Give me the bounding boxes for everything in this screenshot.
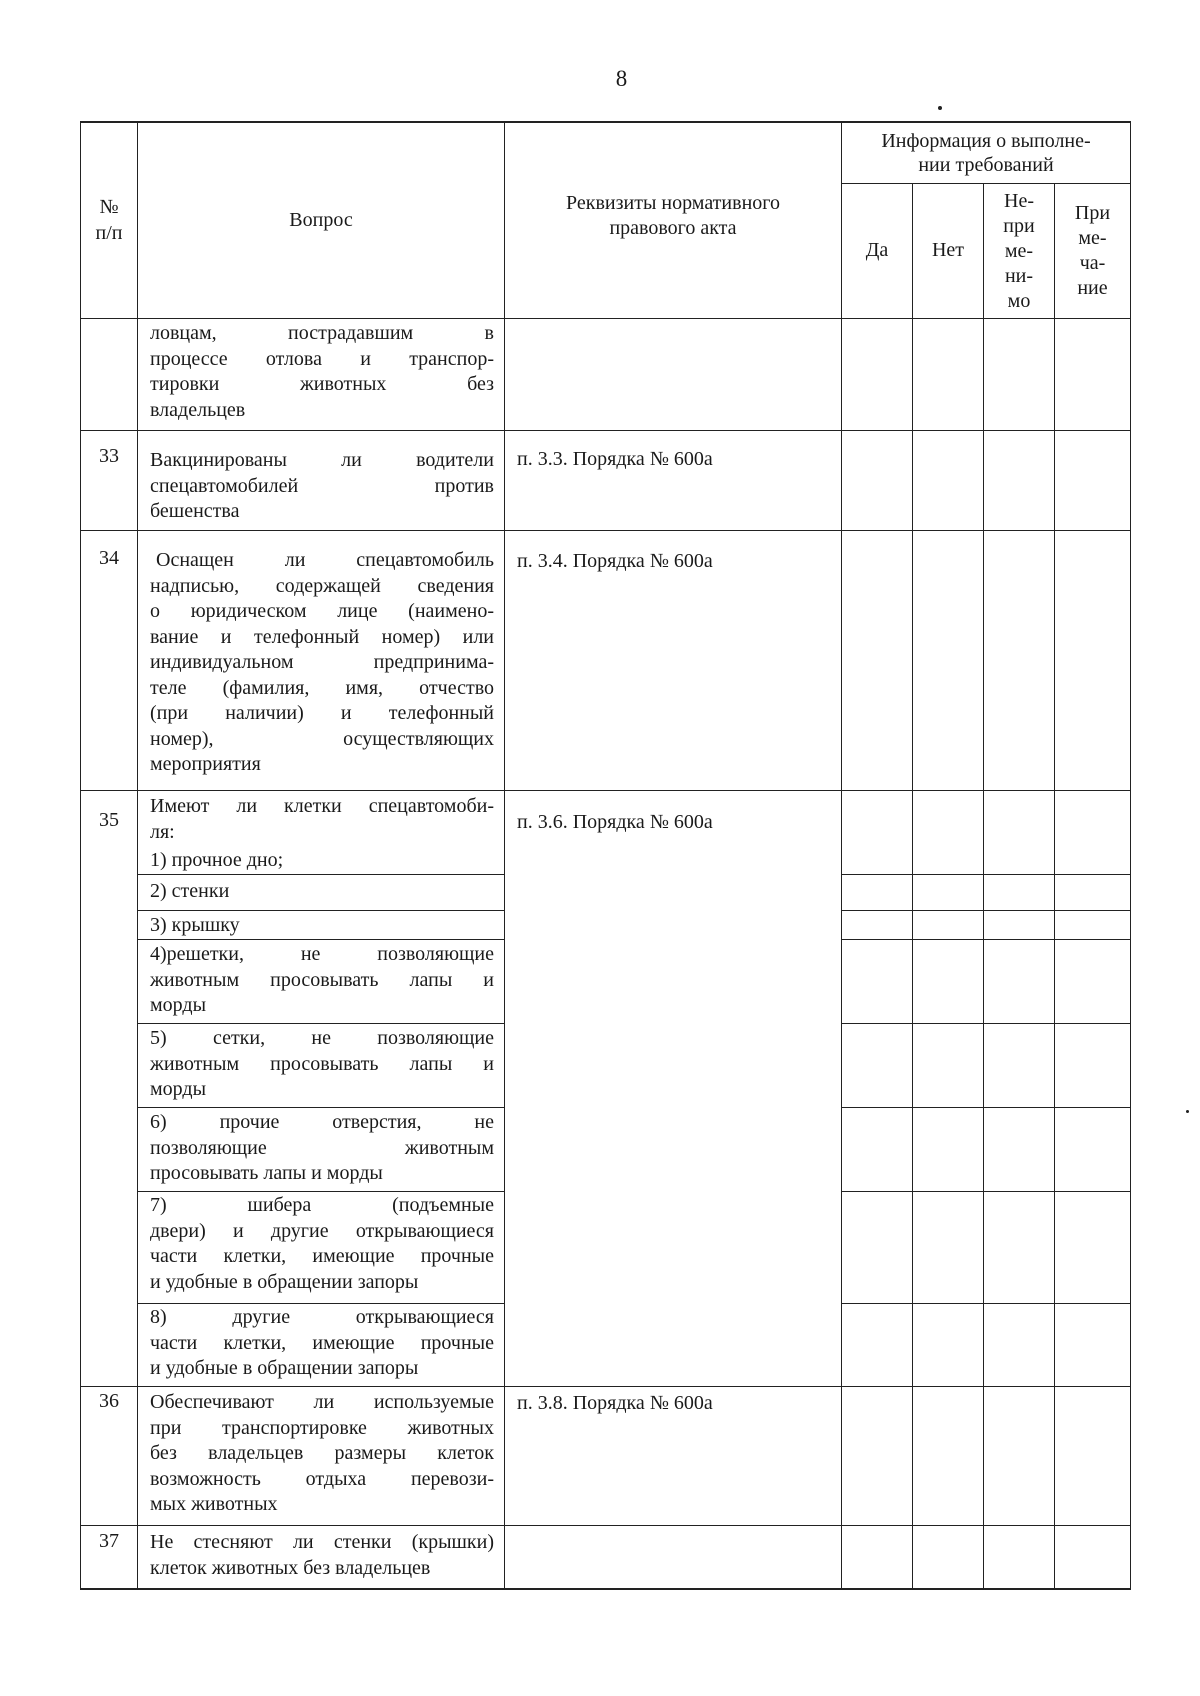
header-na-line: ме- [1004, 239, 1034, 262]
subitem-line: части клетки, имеющие прочные [150, 1331, 494, 1354]
col-divider [983, 183, 984, 1590]
subitem-line: морды [150, 994, 207, 1016]
header-note [1055, 198, 1130, 304]
subitem-line: двери) и другие открывающиеся [150, 1219, 494, 1242]
row-question [138, 548, 504, 778]
row-divider [80, 430, 1131, 431]
question-line: ловцам, пострадавшим в [150, 322, 494, 344]
subitem-divider [137, 1191, 504, 1192]
col-divider [841, 121, 842, 1590]
subitem-line: 8) другие открывающиеся [150, 1306, 494, 1328]
row-act: п. 3.8. Порядка № 600а [517, 1392, 713, 1414]
subitem-line: просовывать лапы и морды [150, 1162, 383, 1184]
question-line: при транспортировке животных [150, 1416, 494, 1439]
subitem [138, 1193, 504, 1295]
subitem-divider [137, 874, 504, 875]
subitem-line: морды [150, 1078, 207, 1100]
question-line: Вакцинированы ли водители [150, 449, 494, 471]
row-question [138, 448, 504, 525]
header-yes [842, 184, 912, 318]
header-na-line: мо [1007, 289, 1031, 312]
row-act: п. 3.3. Порядка № 600а [517, 448, 713, 470]
question-line: бешенства [150, 500, 240, 522]
header-note-line: ча- [1079, 252, 1106, 274]
question-line: теле (фамилия, имя, отчество [150, 676, 494, 699]
header-num-label: п/п [95, 221, 123, 244]
row-number: 35 [99, 809, 119, 831]
question-line: ля: [150, 820, 175, 843]
header-no-label: Нет [931, 239, 965, 262]
header-yes-label: Да [865, 239, 889, 262]
subitem [138, 913, 504, 939]
subitem-divider [841, 1191, 1131, 1192]
row-divider [80, 1525, 1131, 1526]
subitem [138, 1026, 504, 1103]
header-info-line: Информация о выполне- [881, 130, 1091, 152]
table-row-continuation-question [138, 321, 504, 423]
question-line: клеток животных без владельцев [150, 1556, 431, 1579]
question-line: номер), осуществляющих [150, 727, 494, 750]
subitem-line: 7) шибера (подъемные [150, 1194, 494, 1216]
subitem-divider [841, 939, 1131, 940]
table-border-left [80, 121, 81, 1590]
question-line: мероприятия [150, 753, 261, 775]
subitem-line: 4)решетки, не позволяющие [150, 943, 494, 965]
table-border-right [1130, 121, 1131, 1590]
header-note-line: При [1074, 202, 1111, 224]
subitem-divider [137, 1107, 504, 1108]
subitem-line: части клетки, имеющие прочные [150, 1245, 494, 1267]
question-line: тировки животных без [150, 373, 494, 395]
header-info-line: нии требований [918, 154, 1054, 176]
subitem-divider [841, 1303, 1131, 1304]
row-number: 34 [99, 547, 119, 569]
question-line: Имеют ли клетки спецавтомоби- [150, 795, 494, 817]
row-divider [80, 530, 1131, 531]
question-line: индивидуальном предпринима- [150, 651, 494, 673]
question-line: мых животных [150, 1493, 278, 1515]
header-na-line: ни- [1004, 264, 1034, 287]
question-line: без владельцев размеры клеток [150, 1442, 494, 1464]
row-act: п. 3.4. Порядка № 600а [517, 550, 713, 572]
subitem-line: позволяющие животным [150, 1136, 494, 1159]
subitem-divider [841, 910, 1131, 911]
question-line: Не стесняют ли стенки (крышки) [150, 1531, 494, 1553]
subitem-divider [137, 1023, 504, 1024]
question-line: владельцев [150, 398, 246, 421]
row-question [138, 1530, 504, 1581]
subitem [138, 848, 504, 874]
header-note-line: ние [1077, 277, 1108, 299]
header-num-symbol: № [99, 196, 119, 218]
header-info [842, 126, 1130, 180]
header-num [81, 123, 137, 318]
header-na-line: при [1003, 214, 1035, 237]
header-question [138, 123, 504, 318]
question-line: о юридическом лице (наимено- [150, 600, 494, 622]
header-act-line: правового акта [609, 217, 737, 239]
subitem [138, 1305, 504, 1382]
subitem-line: животным просовывать лапы и [150, 1052, 494, 1075]
header-not-applicable [984, 186, 1054, 316]
subitem [138, 942, 504, 1019]
subitem-divider [137, 1303, 504, 1304]
scan-speck [1186, 1110, 1189, 1113]
table-border-bottom [80, 1588, 1131, 1590]
row-act: п. 3.6. Порядка № 600а [517, 811, 713, 833]
subitem [138, 879, 504, 905]
question-line: процессе отлова и транспор- [150, 347, 494, 370]
subitem-line: и удобные в обращении запоры [150, 1357, 419, 1379]
header-question-label: Вопрос [289, 208, 353, 231]
question-line: вание и телефонный номер) или [150, 625, 494, 648]
subitem-line: 1) прочное дно; [150, 849, 284, 871]
row-divider [80, 790, 1131, 791]
subitem-line: 2) стенки [150, 880, 230, 902]
subitem-divider [137, 910, 504, 911]
subitem-line: и удобные в обращении запоры [150, 1270, 419, 1293]
col-divider [912, 183, 913, 1590]
question-line: спецавтомобилей против [150, 474, 494, 497]
question-line: Оснащен ли спецавтомобиль [156, 549, 494, 571]
col-divider [504, 121, 505, 1590]
subitem [138, 1110, 504, 1187]
question-line: Обеспечивают ли используемые [150, 1391, 494, 1413]
subitem-line: животным просовывать лапы и [150, 968, 494, 991]
row-divider [80, 1386, 1131, 1387]
question-line: (при наличии) и телефонный [150, 702, 494, 724]
page-number: 8 [615, 66, 628, 91]
header-act [505, 186, 841, 246]
subitem-divider [841, 874, 1131, 875]
row-number: 37 [99, 1530, 119, 1552]
row-question [138, 1390, 504, 1518]
subitem-divider [137, 939, 504, 940]
header-bottom-rule [80, 318, 1131, 319]
question-line: возможность отдыха перевози- [150, 1467, 494, 1490]
header-no [913, 184, 983, 318]
header-note-line: ме- [1078, 227, 1107, 249]
subitem-divider [841, 1023, 1131, 1024]
subitem-line: 5) сетки, не позволяющие [150, 1027, 494, 1049]
subitem-line: 3) крышку [150, 914, 240, 936]
row-question [138, 794, 504, 845]
header-na-line: Не- [1004, 189, 1034, 212]
subitem-line: 6) прочие отверстия, не [150, 1111, 494, 1133]
scan-speck [938, 106, 942, 110]
row-number: 33 [99, 445, 119, 467]
subitem-divider [841, 1107, 1131, 1108]
question-line: надписью, содержащей сведения [150, 574, 494, 597]
header-act-line: Реквизиты нормативного [566, 191, 780, 214]
col-divider [1054, 183, 1055, 1590]
row-number: 36 [99, 1390, 119, 1412]
